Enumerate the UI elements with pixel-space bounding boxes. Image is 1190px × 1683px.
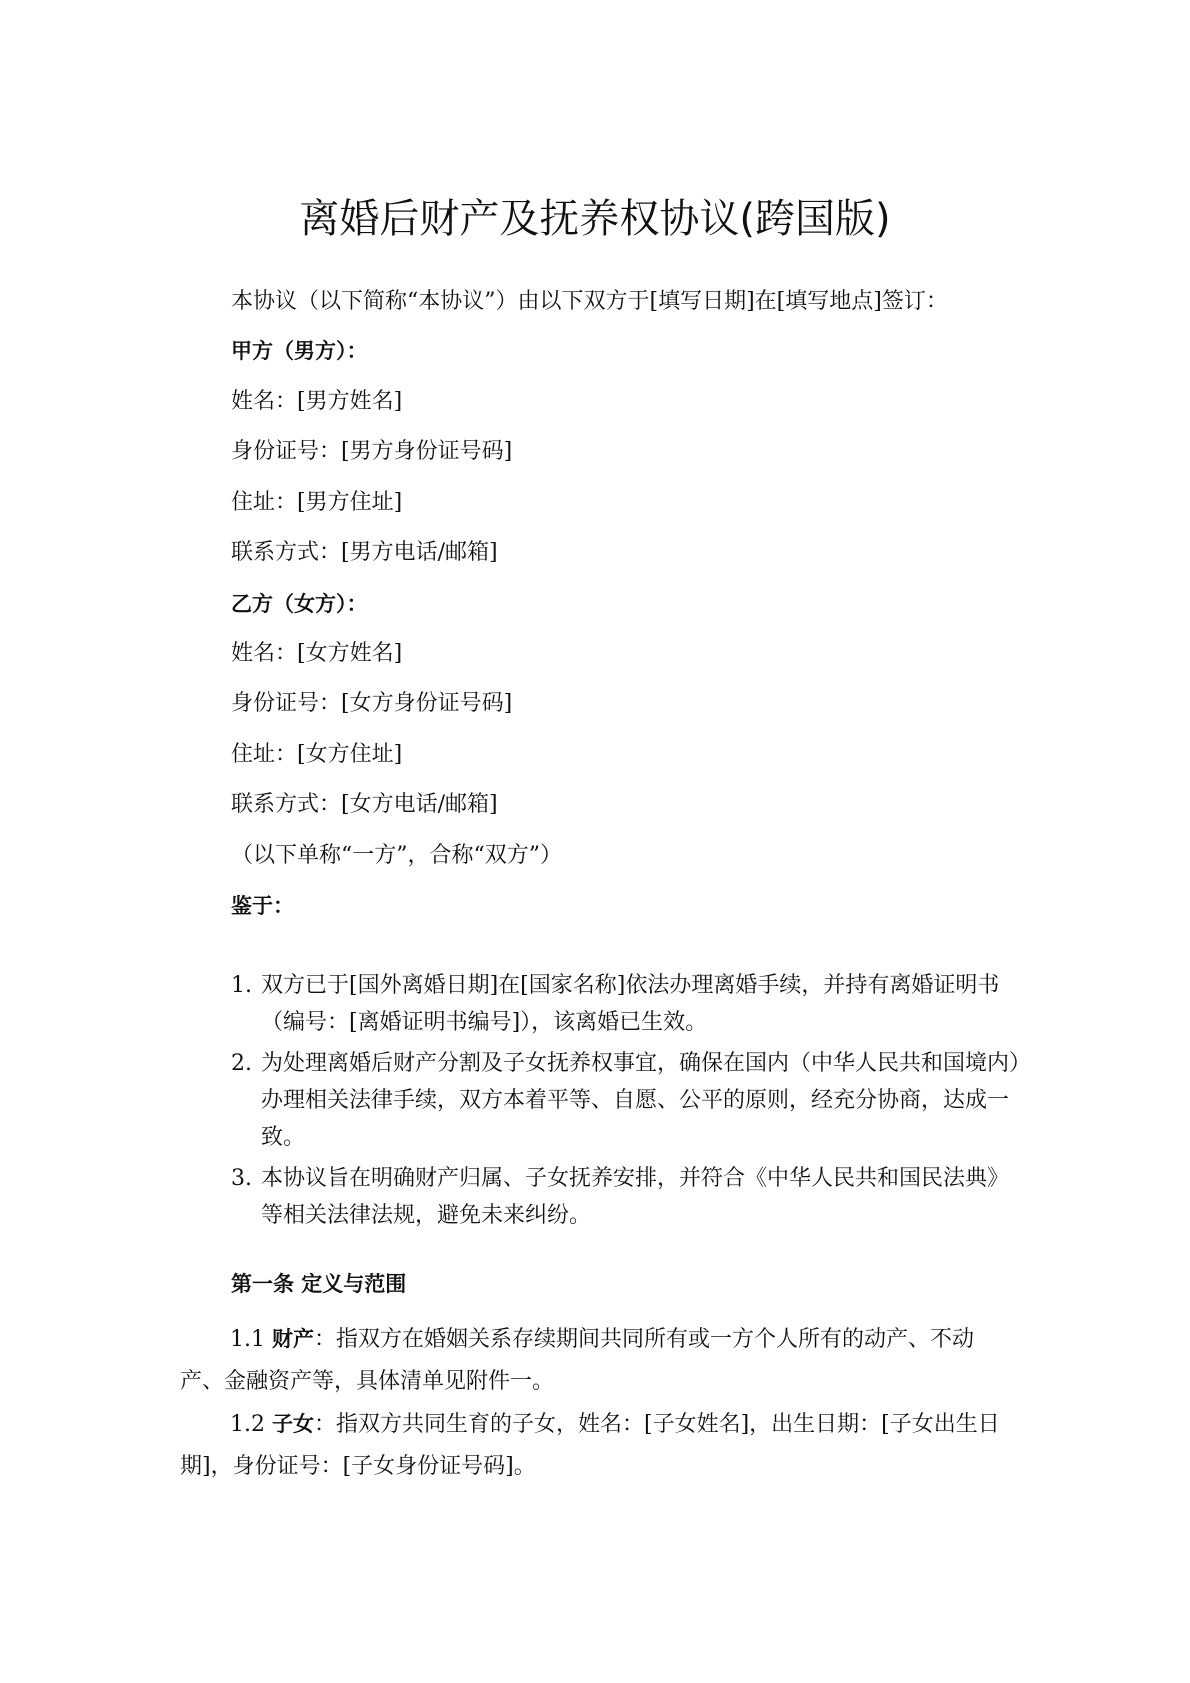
- whereas-heading: 鉴于：: [231, 894, 294, 918]
- collective-note: （以下单称“一方”，合称“双方”）: [231, 843, 562, 868]
- party-b-address: 住址：[女方住址]: [231, 742, 403, 767]
- intro-paragraph: 本协议（以下简称“本协议”）由以下双方于[填写日期]在[填写地点]签订：: [231, 289, 948, 314]
- clause-text: ：指双方共同生育的子女，姓名：[子女姓名]，出生日期：[子女出生日期]，身份证号：[子女身份证号码]。: [180, 1412, 1000, 1479]
- whereas-list: [231, 967, 1021, 1238]
- whereas-item-3: [231, 1160, 1021, 1234]
- party-a-contact: 联系方式：[男方电话/邮箱]: [231, 540, 498, 565]
- clause-1-1: [180, 1318, 1010, 1403]
- article-1-heading: 第一条 定义与范围: [231, 1272, 407, 1296]
- clause-1-2: [180, 1403, 1010, 1488]
- party-a-name: 姓名：[男方姓名]: [231, 389, 403, 414]
- clause-number: 1.2: [230, 1412, 265, 1437]
- whereas-item-1: [231, 967, 1021, 1041]
- party-b-heading: 乙方（女方）：: [231, 592, 368, 616]
- whereas-item-number: 1.: [231, 973, 252, 998]
- page-title: 离婚后财产及抚养权协议(跨国版): [299, 196, 891, 242]
- party-b-name: 姓名：[女方姓名]: [231, 641, 403, 666]
- whereas-item-2: [231, 1045, 1021, 1156]
- clause-term: 财产: [272, 1327, 314, 1351]
- party-b-contact: 联系方式：[女方电话/邮箱]: [231, 792, 498, 817]
- clause-text: ：指双方在婚姻关系存续期间共同所有或一方个人所有的动产、不动产、金融资产等，具体清单见附件一。: [180, 1327, 975, 1394]
- clause-term: 子女: [272, 1412, 314, 1436]
- whereas-item-number: 3.: [231, 1166, 252, 1191]
- party-b-id: 身份证号：[女方身份证号码]: [231, 691, 513, 716]
- whereas-item-number: 2.: [231, 1051, 252, 1076]
- whereas-item-text: 为处理离婚后财产分割及子女抚养权事宜，确保在国内（中华人民共和国境内）办理相关法律手续，双方本着平等、自愿、公平的原则，经充分协商，达成一致。: [261, 1051, 1021, 1150]
- party-a-heading: 甲方（男方）：: [231, 339, 368, 363]
- party-a-address: 住址：[男方住址]: [231, 490, 403, 515]
- party-a-id: 身份证号：[男方身份证号码]: [231, 439, 513, 464]
- clause-number: 1.1: [230, 1327, 265, 1352]
- whereas-item-text: 本协议旨在明确财产归属、子女抚养安排，并符合《中华人民共和国民法典》等相关法律法规，避免未来纠纷。: [261, 1166, 1010, 1228]
- whereas-item-text: 双方已于[国外离婚日期]在[国家名称]依法办理离婚手续，并持有离婚证明书（编号：[离婚证明书编号]），该离婚已生效。: [261, 973, 1000, 1035]
